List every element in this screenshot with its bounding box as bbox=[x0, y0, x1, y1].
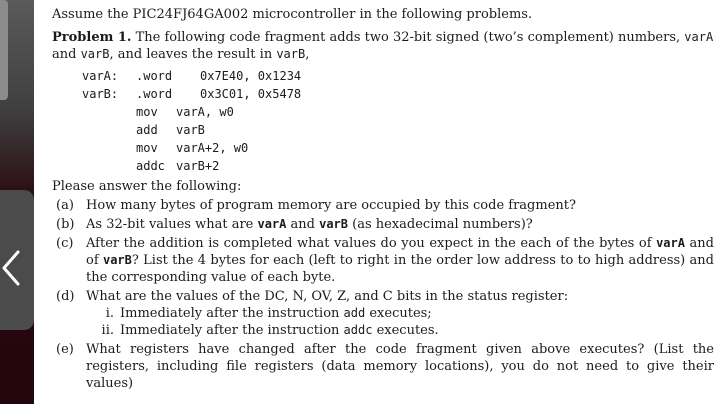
code-op: add bbox=[136, 122, 158, 137]
problem-text: , bbox=[305, 47, 310, 62]
subquestion-marker: ii. bbox=[101, 323, 114, 338]
chevron-left-icon[interactable] bbox=[2, 248, 22, 288]
code-args: 0x7E40, 0x1234 bbox=[200, 68, 302, 83]
code-args: varA, w0 bbox=[176, 104, 234, 119]
question-d bbox=[52, 288, 714, 305]
code-args: varA+2, w0 bbox=[176, 140, 249, 155]
question-text-part: and bbox=[286, 217, 320, 232]
question-text-part: As 32-bit values what are bbox=[86, 217, 258, 232]
question-marker: (d) bbox=[56, 289, 75, 304]
code-label: varA: bbox=[82, 68, 119, 83]
code-op: mov bbox=[136, 104, 158, 119]
code-line bbox=[82, 157, 714, 175]
problem-text: The following code fragment adds two 32-bit signed (two’s complement) numbers, bbox=[131, 30, 681, 45]
var-a-code: varA bbox=[257, 217, 287, 231]
problem-heading: Problem 1. bbox=[52, 30, 132, 45]
question-marker: (a) bbox=[56, 198, 74, 213]
question-d-ii bbox=[88, 322, 714, 339]
code-line bbox=[82, 103, 714, 121]
code-op: .word bbox=[136, 86, 173, 101]
document-page bbox=[34, 0, 720, 404]
code-op: .word bbox=[136, 68, 173, 83]
subquestion-text bbox=[120, 305, 432, 322]
subquestion-marker: i. bbox=[105, 306, 114, 321]
question-text bbox=[86, 216, 714, 233]
question-text-part: Immediately after the instruction bbox=[120, 306, 344, 321]
question-text-part: and of bbox=[86, 236, 714, 268]
question-text-part: After the addition is completed what values do you expect in the each of the bytes of bbox=[86, 236, 657, 251]
question-a bbox=[52, 197, 714, 214]
question-marker: (c) bbox=[56, 236, 74, 251]
problem-text: , and leaves the result in bbox=[109, 47, 277, 62]
question-text-part: ? List the 4 bytes for each (left to right in the order low address to to high address) and the corresponding value of each byte. bbox=[86, 253, 714, 285]
instruction-code: addc bbox=[343, 323, 373, 337]
question-text bbox=[86, 235, 714, 286]
code-args: varB+2 bbox=[176, 158, 220, 173]
var-b-code: varB bbox=[319, 217, 349, 231]
code-line bbox=[82, 85, 714, 103]
code-args: 0x3C01, 0x5478 bbox=[200, 86, 302, 101]
code-args: varB bbox=[176, 122, 205, 137]
side-tab[interactable] bbox=[0, 0, 8, 100]
question-b bbox=[52, 216, 714, 233]
code-line bbox=[82, 67, 714, 85]
code-op: addc bbox=[136, 158, 165, 173]
question-d-i bbox=[88, 305, 714, 322]
code-op: mov bbox=[136, 140, 158, 155]
question-text-part: (as hexadecimal numbers)? bbox=[348, 217, 533, 232]
var-a-code: varA bbox=[656, 236, 685, 250]
var-a-code: varA bbox=[684, 30, 714, 44]
please-text: Please answer the following: bbox=[52, 179, 242, 194]
question-text: What are the values of the DC, N, OV, Z, and C bits in the status register: bbox=[86, 289, 569, 304]
question-text: How many bytes of program memory are occupied by this code fragment? bbox=[86, 198, 576, 213]
question-c bbox=[52, 235, 714, 286]
var-b-code: varB bbox=[80, 47, 110, 61]
problem-text: and bbox=[52, 47, 81, 62]
code-label: varB: bbox=[82, 86, 119, 101]
question-text-part: executes; bbox=[365, 306, 432, 321]
instruction-code: add bbox=[343, 306, 366, 320]
var-b-code: varB bbox=[102, 253, 132, 267]
question-text-part: executes. bbox=[372, 323, 439, 338]
question-text: What registers have changed after the code fragment given above executes? (List the registers, including file registers (data memory locations), you do not need to give their values) bbox=[86, 342, 714, 391]
subquestion-text bbox=[120, 322, 439, 339]
code-block bbox=[82, 67, 714, 175]
question-text-part: Immediately after the instruction bbox=[120, 323, 344, 338]
question-marker: (e) bbox=[56, 342, 74, 357]
document-content bbox=[52, 6, 714, 394]
code-line bbox=[82, 139, 714, 157]
question-marker: (b) bbox=[56, 217, 75, 232]
code-line bbox=[82, 121, 714, 139]
intro-text: Assume the PIC24FJ64GA002 microcontroller in the following problems. bbox=[52, 7, 533, 22]
var-b-code: varB bbox=[276, 47, 306, 61]
question-e bbox=[52, 341, 714, 392]
problem-statement bbox=[52, 29, 714, 63]
